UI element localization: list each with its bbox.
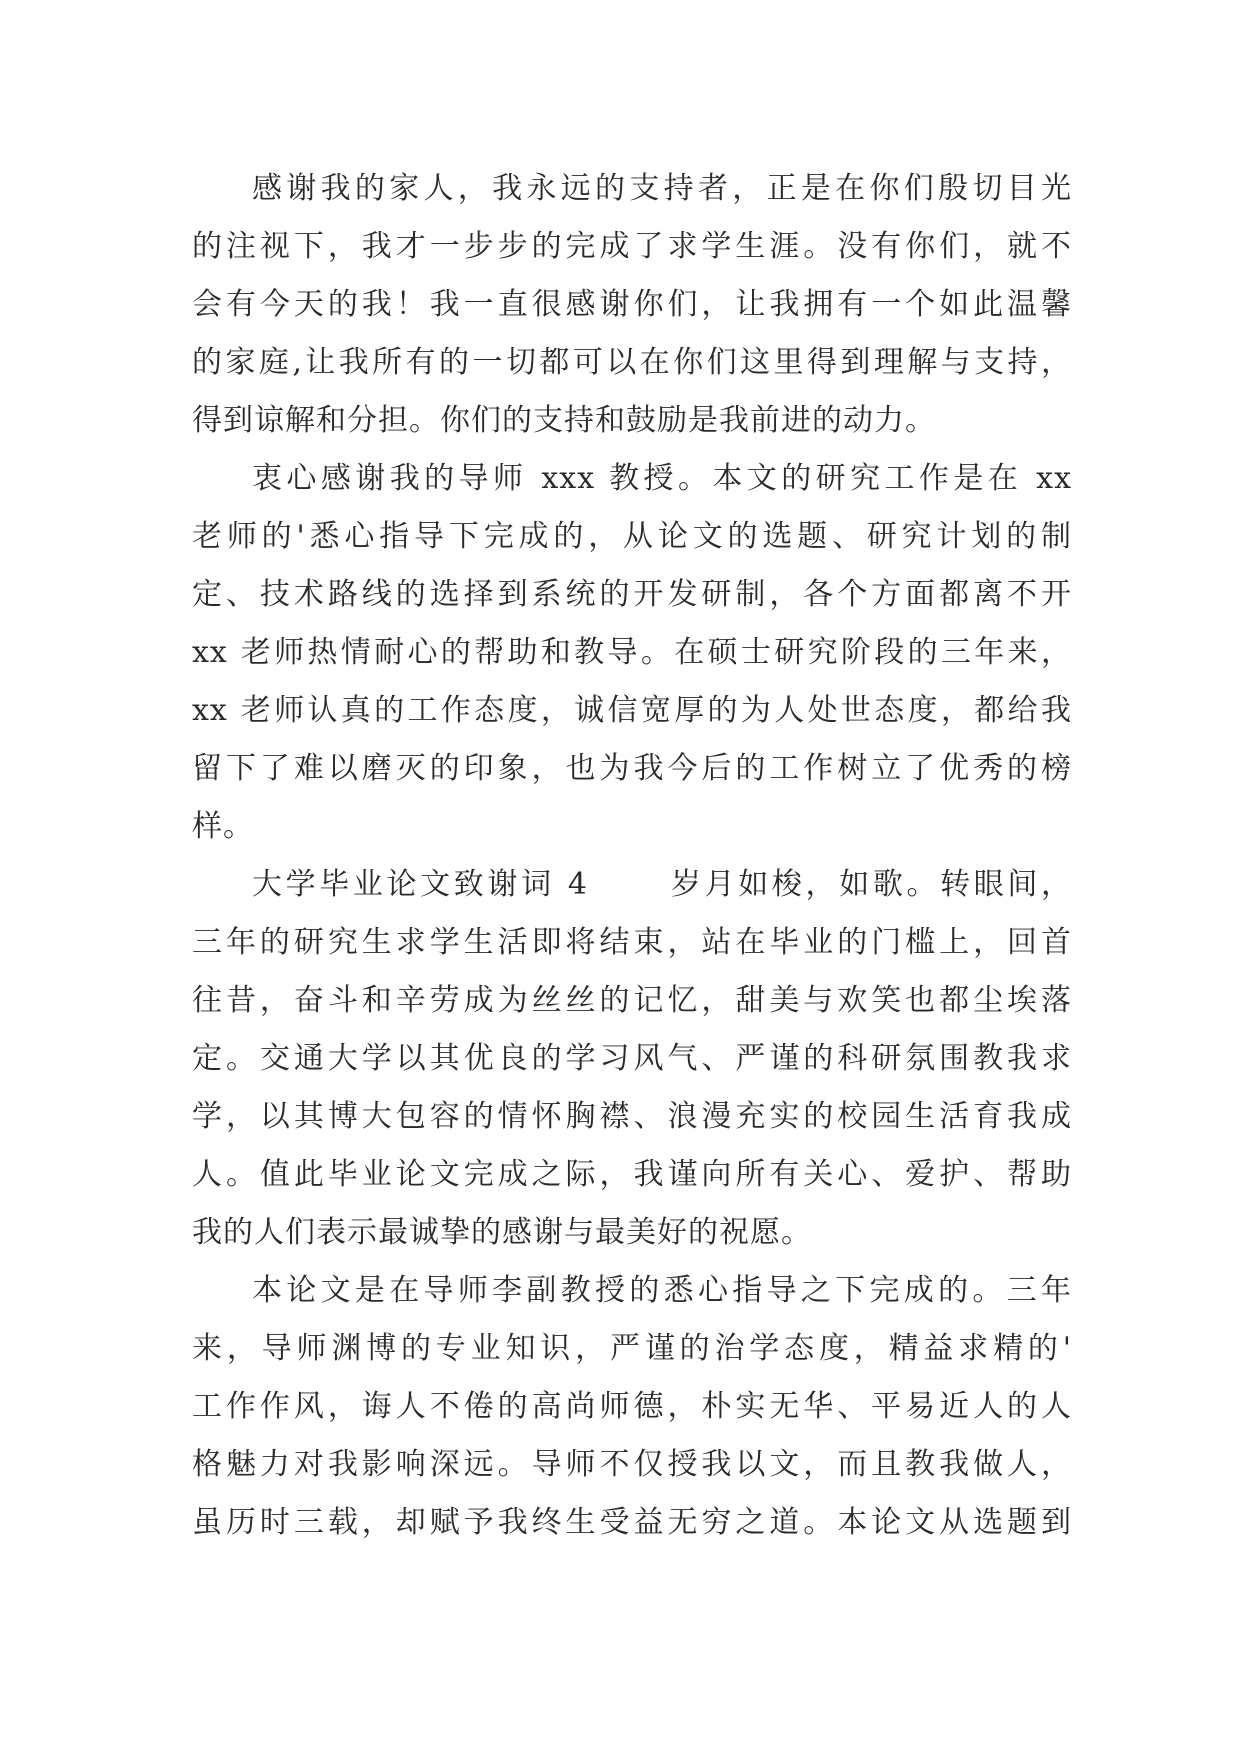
text-line: 定。交通大学以其优良的学习风气、严谨的科研氛围教我求 [192, 1041, 1072, 1076]
text-line: xx 老师认真的工作态度，诚信宽厚的为人处世态度，都给我 [192, 693, 1072, 728]
paragraph-advisor-thanks [192, 450, 1072, 856]
text-line: 感谢我的家人，我永远的支持者，正是在你们殷切目光 [252, 171, 1072, 206]
text-line: 学，以其博大包容的情怀胸襟、浪漫充实的校园生活育我成 [192, 1099, 1072, 1134]
text-line: 来，导师渊博的专业知识，严谨的治学态度，精益求精的' [192, 1331, 1072, 1366]
text-line: 老师的'悉心指导下完成的，从论文的选题、研究计划的制 [192, 519, 1072, 554]
text-line: 会有今天的我！我一直很感谢你们，让我拥有一个如此温馨 [192, 287, 1072, 322]
text-line: 衷心感谢我的导师 xxx 教授。本文的研究工作是在 xx [252, 461, 1072, 496]
text-line: 我的人们表示最诚挚的感谢与最美好的祝愿。 [192, 1215, 812, 1250]
text-line: 留下了难以磨灭的印象，也为我今后的工作树立了优秀的榜 [192, 751, 1072, 786]
paragraph-advisor-li [192, 1262, 1072, 1552]
paragraph-section-4 [192, 856, 1072, 1262]
text-line: 的家庭,让我所有的一切都可以在你们这里得到理解与支持， [192, 345, 1072, 380]
text-line: 大学毕业论文致谢词 4 岁月如梭，如歌。转眼间， [252, 867, 1072, 902]
text-line: 本论文是在导师李副教授的悉心指导之下完成的。三年 [252, 1273, 1072, 1308]
text-line: 定、技术路线的选择到系统的开发研制，各个方面都离不开 [192, 577, 1072, 612]
text-line: 格魅力对我影响深远。导师不仅授我以文，而且教我做人， [192, 1447, 1072, 1482]
text-line: xx 老师热情耐心的帮助和教导。在硕士研究阶段的三年来， [192, 635, 1072, 670]
text-line: 样。 [192, 809, 254, 844]
text-line: 得到谅解和分担。你们的支持和鼓励是我前进的动力。 [192, 403, 936, 438]
text-line: 工作作风，诲人不倦的高尚师德，朴实无华、平易近人的人 [192, 1389, 1072, 1424]
text-line: 往昔，奋斗和辛劳成为丝丝的记忆，甜美与欢笑也都尘埃落 [192, 983, 1072, 1018]
text-line: 虽历时三载，却赋予我终生受益无穷之道。本论文从选题到 [192, 1505, 1072, 1540]
text-line: 三年的研究生求学生活即将结束，站在毕业的门槛上，回首 [192, 925, 1072, 960]
body-text [192, 160, 1072, 1552]
text-line: 的注视下，我才一步步的完成了求学生涯。没有你们，就不 [192, 229, 1072, 264]
paragraph-family-thanks [192, 160, 1072, 450]
text-line: 人。值此毕业论文完成之际，我谨向所有关心、爱护、帮助 [192, 1157, 1072, 1192]
